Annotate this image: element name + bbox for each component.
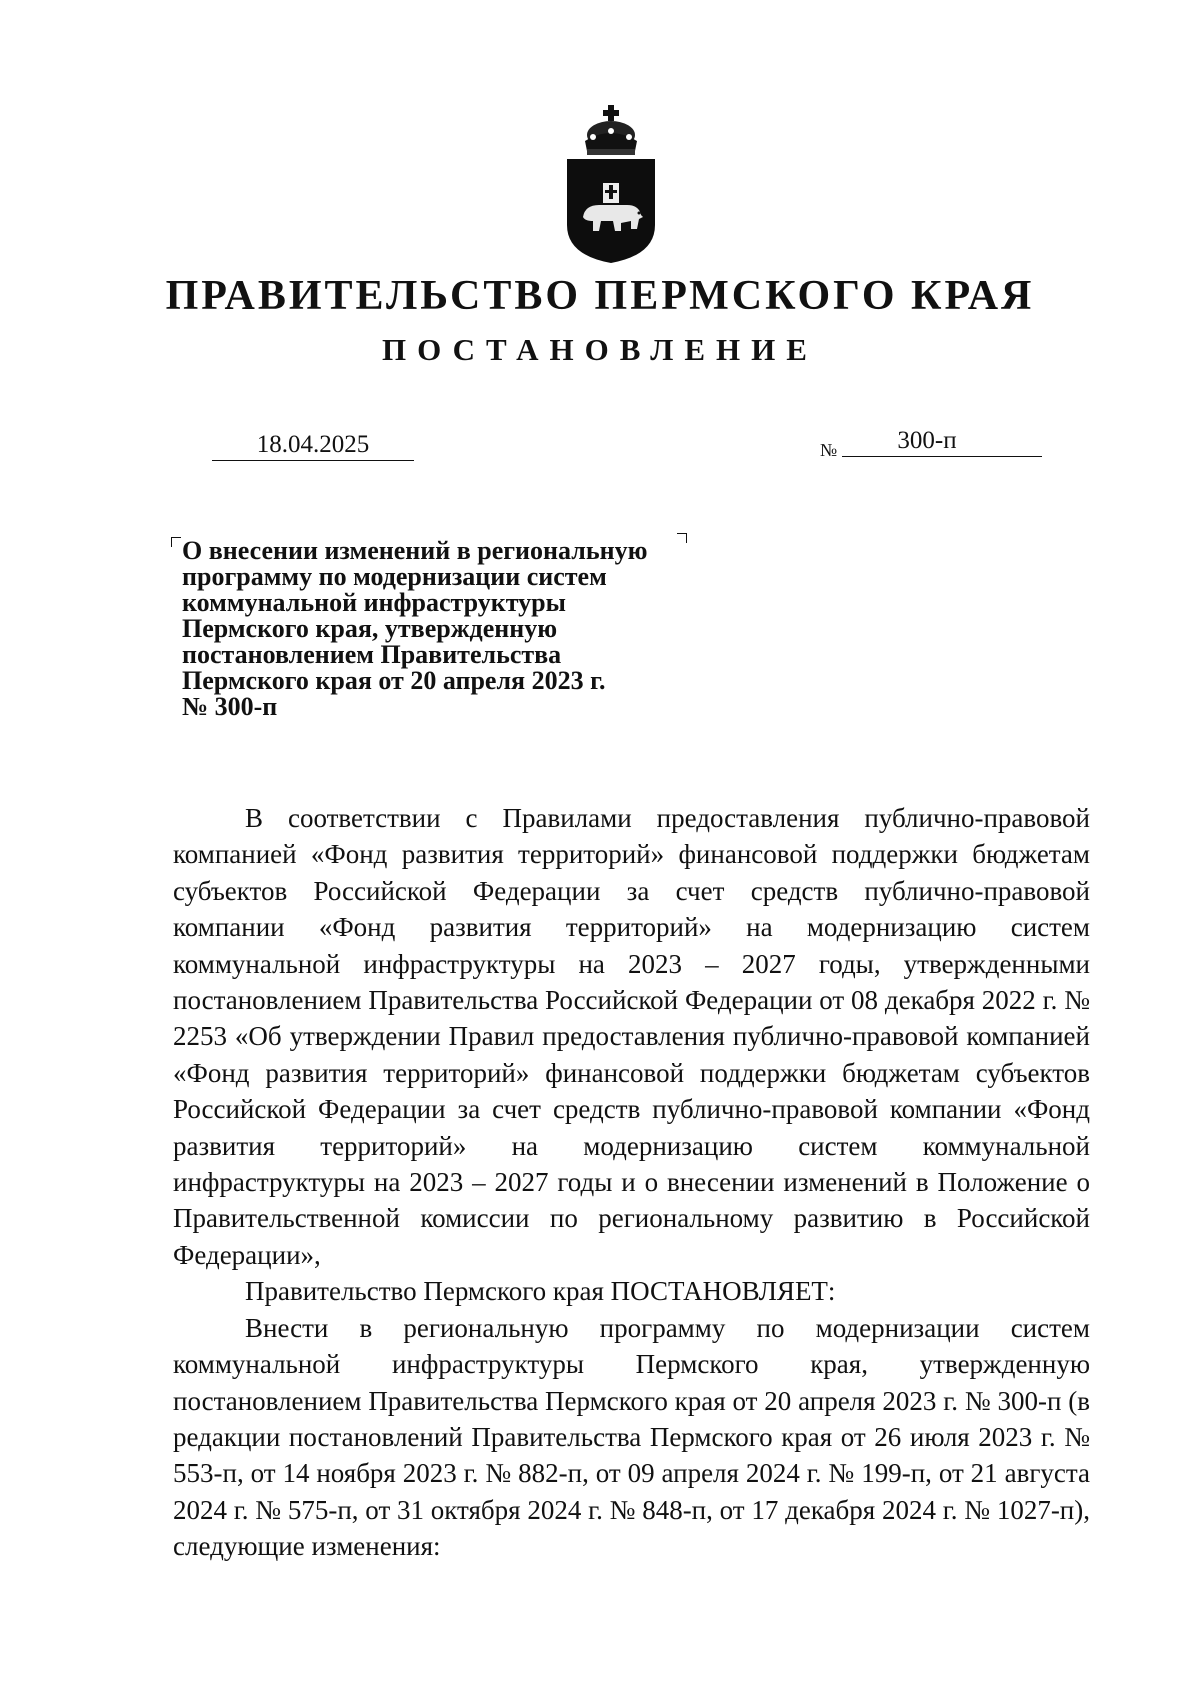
- coat-of-arms-emblem: [565, 105, 657, 265]
- subject-line: программу по модернизации систем: [182, 562, 607, 591]
- government-title: ПРАВИТЕЛЬСТВО ПЕРМСКОГО КРАЯ: [165, 273, 1035, 319]
- document-type-heading: ПОСТАНОВЛЕНИЕ: [382, 332, 818, 367]
- number-label: №: [820, 440, 838, 460]
- subject-line: Пермского края, утвержденную: [182, 614, 558, 643]
- document-body: [173, 800, 1090, 1565]
- resolution-statement: Правительство Пермского края ПОСТАНОВЛЯЕТ:: [245, 1276, 836, 1307]
- subject-corner-mark-left: [171, 537, 181, 547]
- document-number: 300-п: [842, 426, 1042, 457]
- document-date: 18.04.2025: [212, 430, 414, 461]
- preamble-paragraph: В соответствии с Правилами предоставления публично-правовой компанией «Фонд развития территорий» финансовой поддержки бюджетам субъектов Российской Федерации за счет средств публично-правовой компании «Фонд развития территорий» на модернизацию систем коммунальной инфраструктуры на 2023 – 2027 годы, утвержденными постановлением Правительства Российской Федерации от 08 декабря 2022 г. № 2253 «Об утверждении Правил предоставления публично-правовой компанией «Фонд развития территорий» финансовой поддержки бюджетам субъектов Российской Федерации за счет средств публично-правовой компании «Фонд развития территорий» на модернизацию систем коммунальной инфраструктуры на 2023 – 2027 годы и о внесении изменений в Положение о Правительственной комиссии по региональному развитию в Российской Федерации»,: [173, 803, 1090, 1270]
- subject-line: О внесении изменений в региональную: [182, 536, 648, 565]
- amendment-paragraph: Внести в региональную программу по модернизации систем коммунальной инфраструктуры Пермского края, утвержденную постановлением Правительства Пермского края от 20 апреля 2023 г. № 300-п (в редакции постановлений Правительства Пермского края от 26 июля 2023 г. № 553-п, от 14 ноября 2023 г. № 882-п, от 09 апреля 2024 г. № 199-п, от 21 августа 2024 г. № 575-п, от 31 октября 2024 г. № 848-п, от 17 декабря 2024 г. № 1027-п), следующие изменения:: [173, 1312, 1090, 1562]
- subject-line: № 300-п: [182, 692, 278, 721]
- subject-line: Пермского края от 20 апреля 2023 г.: [182, 666, 606, 695]
- subject-line: коммунальной инфраструктуры: [182, 588, 566, 617]
- subject-line: постановлением Правительства: [182, 640, 562, 669]
- document-subject: [182, 538, 702, 720]
